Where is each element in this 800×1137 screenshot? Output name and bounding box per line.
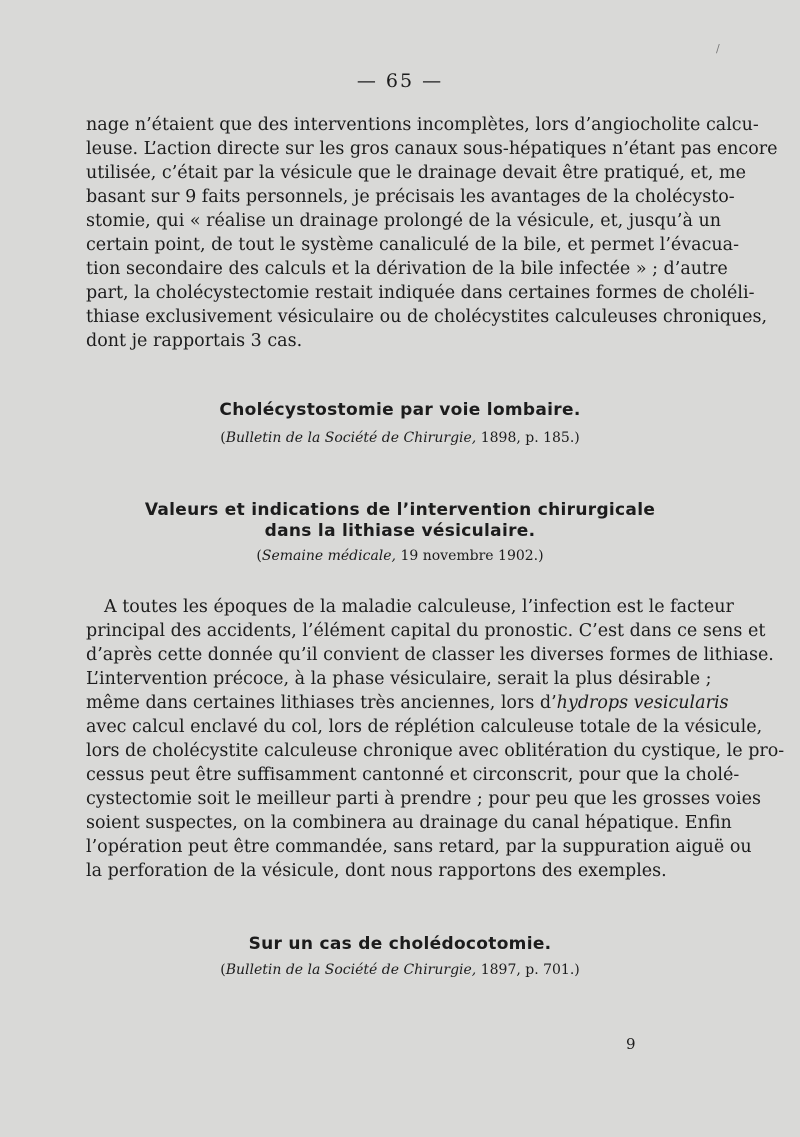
- text-line: nage n’étaient que des interventions incomplètes, lors d’angiocholite calcu-: [86, 115, 759, 135]
- text-line: l’opération peut être commandée, sans retard, par la suppuration aiguë ou: [86, 837, 752, 857]
- section-citation: (Bulletin de la Société de Chirurgie, 1897, p. 701.): [220, 962, 580, 978]
- text-line: même dans certaines lithiases très anciennes, lors d’hydrops vesicularis: [86, 693, 729, 713]
- text-line: stomie, qui « réalise un drainage prolongé de la vésicule, et, jusqu’à un: [86, 211, 721, 231]
- paragraph-2: [86, 595, 785, 883]
- paragraph-1: [86, 113, 778, 353]
- text-line: certain point, de tout le système canaliculé de la bile, et permet l’évacua-: [86, 235, 739, 255]
- text-line: leuse. L’action directe sur les gros canaux sous-hépatiques n’étant pas encore: [86, 139, 778, 159]
- section-heading: Sur un cas de cholédocotomie.: [248, 934, 552, 954]
- text-line: tion secondaire des calculs et la dérivation de la bile infectée » ; d’autre: [86, 259, 728, 279]
- corner-mark: /: [716, 42, 720, 55]
- text-line: L’intervention précoce, à la phase vésiculaire, serait la plus désirable ;: [86, 669, 712, 689]
- text-line: basant sur 9 faits personnels, je précisais les avantages de la cholécysto-: [86, 187, 735, 207]
- text-line: principal des accidents, l’élément capital du pronostic. C’est dans ce sens et: [86, 621, 766, 641]
- text-line: soient suspectes, on la combinera au drainage du canal hépatique. Enfin: [86, 813, 732, 833]
- signature-mark: 9: [626, 1035, 636, 1053]
- text-line: dont je rapportais 3 cas.: [86, 331, 303, 351]
- text-line: la perforation de la vésicule, dont nous rapportons des exemples.: [86, 861, 667, 881]
- text-line: cessus peut être suffisamment cantonné et circonscrit, pour que la cholé-: [86, 765, 740, 785]
- section-heading: Valeurs et indications de l’intervention chirurgicale: [144, 500, 656, 520]
- section-heading: dans la lithiase vésiculaire.: [264, 521, 536, 541]
- text-line: utilisée, c’était par la vésicule que le drainage devait être pratiqué, et, me: [86, 163, 746, 183]
- page-number: — 65 —: [356, 70, 444, 92]
- text-line: A toutes les époques de la maladie calculeuse, l’infection est le facteur: [104, 597, 734, 617]
- text-line: part, la cholécystectomie restait indiquée dans certaines formes de choléli-: [86, 283, 755, 303]
- section-citation: (Bulletin de la Société de Chirurgie, 1898, p. 185.): [220, 430, 580, 446]
- text-line: avec calcul enclavé du col, lors de réplétion calculeuse totale de la vésicule,: [86, 717, 763, 737]
- section-heading: Cholécystostomie par voie lombaire.: [219, 400, 581, 420]
- text-line: d’après cette donnée qu’il convient de classer les diverses formes de lithiase.: [86, 645, 774, 665]
- text-line: lors de cholécystite calculeuse chronique avec oblitération du cystique, le pro-: [86, 741, 785, 761]
- text-line: thiase exclusivement vésiculaire ou de cholécystites calculeuses chroniques,: [86, 307, 768, 327]
- section-citation: (Semaine médicale, 19 novembre 1902.): [256, 548, 544, 564]
- text-line: cystectomie soit le meilleur parti à prendre ; pour peu que les grosses voies: [86, 789, 761, 809]
